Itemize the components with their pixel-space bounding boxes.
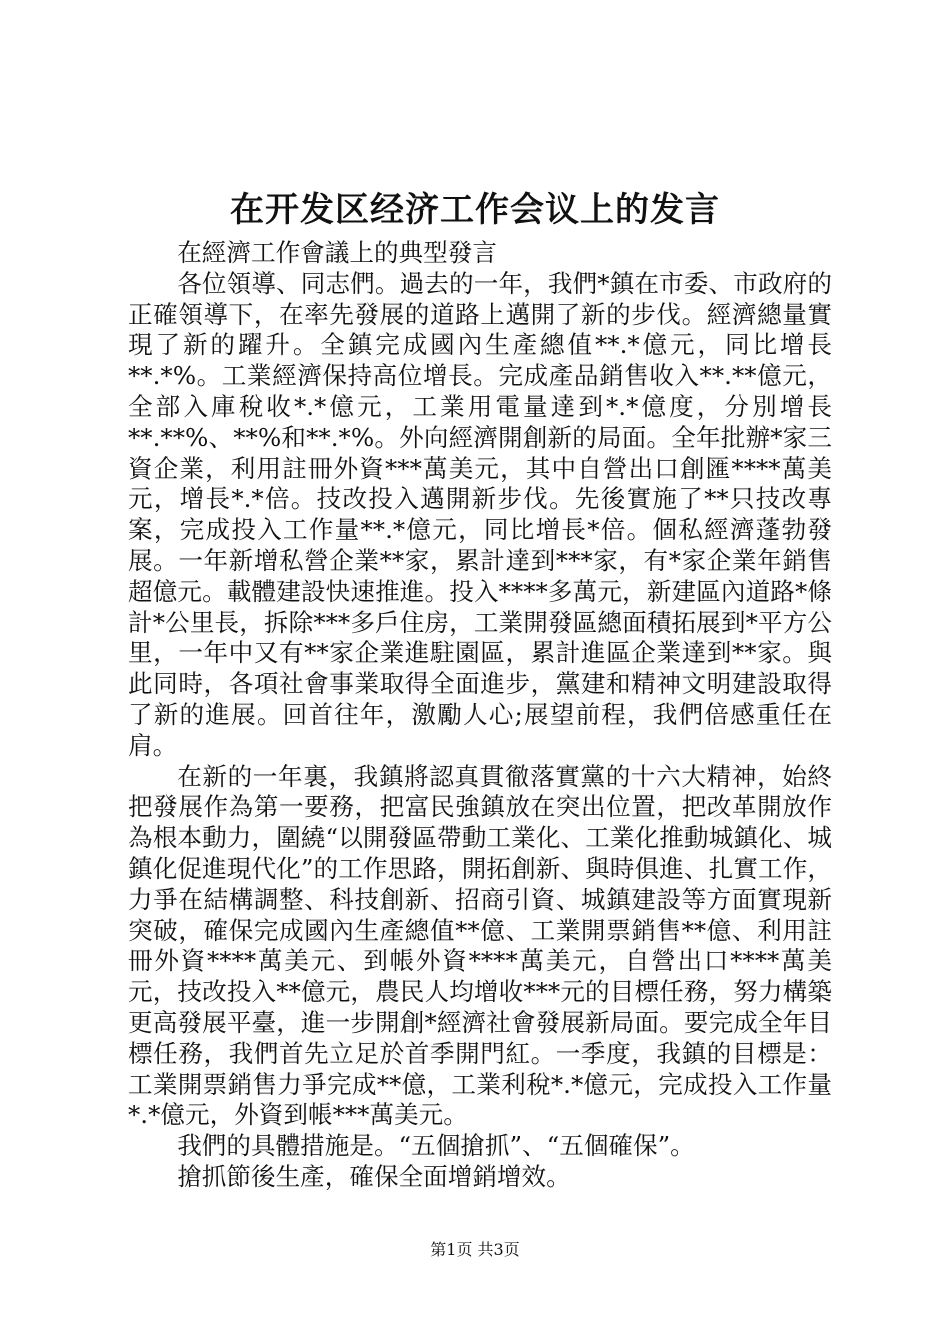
paragraph-plan: 在新的一年裏，我鎮將認真貫徹落實黨的十六大精神，始終把發展作為第一要務，把富民強鎮放在突出位置，把改革開放作為根本動力，圍繞“以開發區帶動工業化、工業化推動城鎮化、城鎮化促進現代化”的工作思路，開拓創新、與時俱進、扎實工作，力爭在結構調整、科技創新、招商引資、城鎮建設等方面實現新突破，確保完成國內生產總值**億、工業開票銷售**億、利用註冊外資****萬美元、到帳外資****萬美元，自營出口****萬美元，技改投入**億元，農民人均增收***元的目標任務，努力構築更高發展平臺，進一步開創*經濟社會發展新局面。要完成全年目標任務，我們首先立足於首季開門紅。一季度，我鎮的目標是：工業開票銷售力爭完成**億，工業利稅*.*億元，完成投入工作量*.*億元，外資到帳***萬美元。 (128, 761, 832, 1130)
page-number: 第1页 共3页 (430, 1240, 520, 1259)
paragraph-subtitle: 在經濟工作會議上的典型發言 (177, 238, 497, 267)
document-body (128, 238, 832, 1193)
paragraph-review: 各位領導、同志們。過去的一年，我們*鎮在市委、市政府的正確領導下，在率先發展的道路上邁開了新的步伐。經濟總量實現了新的躍升。全鎮完成國內生產總值**.*億元，同比增長**.*%。工業經濟保持高位增長。完成產品銷售收入**.**億元，全部入庫稅收*.*億元，工業用電量達到*.*億度，分別增長**.**%、**%和**.*%。外向經濟開創新的局面。全年批辦*家三資企業，利用註冊外資***萬美元，其中自營出口創匯****萬美元，增長*.*倍。技改投入邁開新步伐。先後實施了**只技改專案，完成投入工作量**.*億元，同比增長*倍。個私經濟蓬勃發展。一年新增私營企業**家，累計達到***家，有*家企業年銷售超億元。載體建設快速推進。投入****多萬元，新建區內道路*條計*公里長，拆除***多戶住房，工業開發區總面積拓展到*平方公里，一年中又有**家企業進駐園區，累計進區企業達到**家。與此同時，各項社會事業取得全面進步，黨建和精神文明建設取得了新的進展。回首往年，激勵人心;展望前程，我們倍感重任在肩。 (128, 268, 832, 760)
paragraph-measures: 我們的具體措施是。“五個搶抓”、“五個確保”。 (177, 1131, 695, 1161)
paragraph-first-measure: 搶抓節後生產，確保全面增銷增效。 (177, 1161, 571, 1191)
page-title: 在开发区经济工作会议上的发言 (230, 190, 720, 230)
